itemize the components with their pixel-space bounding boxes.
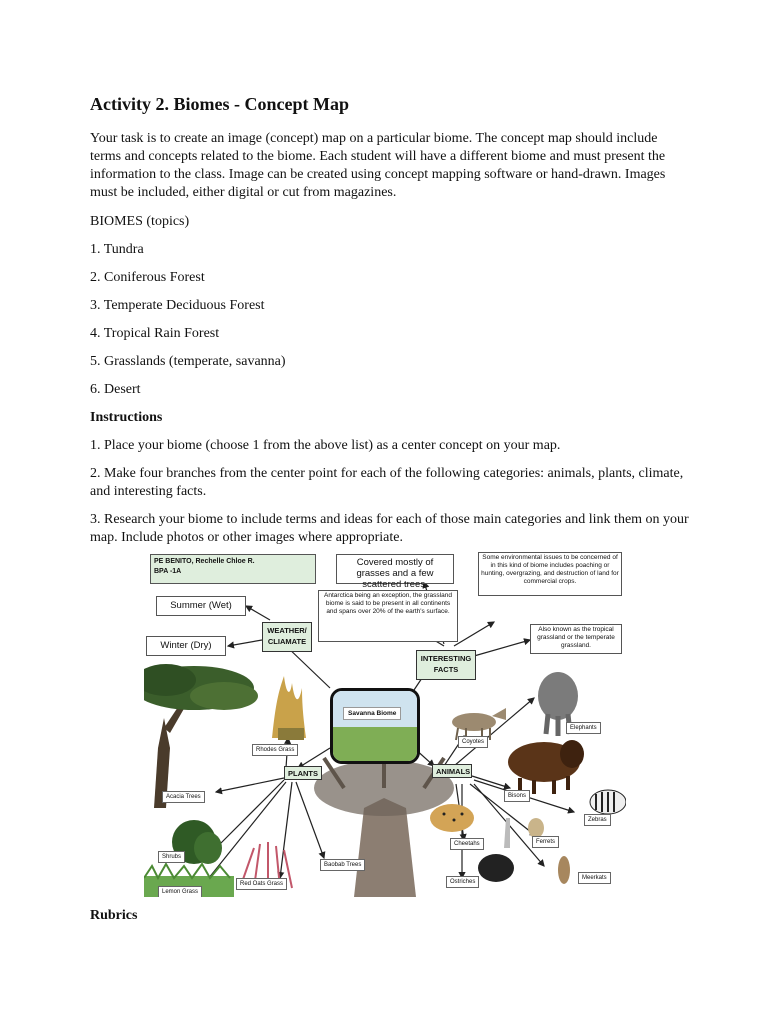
rubrics-heading: Rubrics bbox=[90, 908, 138, 923]
weather-climate-node: WEATHER/ CLIAMATE bbox=[262, 622, 312, 652]
interesting-facts-node: INTERESTING FACTS bbox=[416, 650, 476, 680]
label-baobab-trees: Baobab Trees bbox=[320, 859, 365, 871]
label-red-oats-grass: Red Oats Grass bbox=[236, 878, 287, 890]
list-item: 5. Grasslands (temperate, savanna) bbox=[90, 354, 286, 369]
label-ostriches: Ostriches bbox=[446, 876, 479, 888]
instruction-item: 2. Make four branches from the center point for each of the following categories: animals, plants, climate, and interesting facts. bbox=[90, 466, 684, 499]
fact-known: Also known as the tropical grassland or the temperate grassland. bbox=[530, 624, 622, 654]
label-bisons: Bisons bbox=[504, 790, 530, 802]
label-lemon-grass: Lemon Grass bbox=[158, 886, 202, 897]
label-cheetahs: Cheetahs bbox=[450, 838, 484, 850]
fact-antarctica: Antarctica being an exception, the grassland biome is said to be present in all continents and spans over 20% of the earth's surface. bbox=[318, 590, 458, 642]
plants-node: PLANTS bbox=[284, 766, 322, 780]
label-ferrets: Ferrets bbox=[532, 836, 559, 848]
label-rhodes-grass: Rhodes Grass bbox=[252, 744, 298, 756]
cheetah-icon bbox=[430, 804, 474, 832]
instruction-item: 3. Research your biome to include terms and ideas for each of those main categories and link them on your map. Include photos or other images where appropriate. bbox=[90, 512, 689, 545]
list-item: 6. Desert bbox=[90, 382, 141, 397]
zebra-icon bbox=[590, 790, 626, 814]
list-item: 1. Tundra bbox=[90, 242, 144, 257]
label-zebras: Zebras bbox=[584, 814, 611, 826]
climate-wet: Summer (Wet) bbox=[156, 596, 246, 616]
list-item: 2. Coniferous Forest bbox=[90, 270, 205, 285]
ostrich-icon bbox=[478, 818, 514, 882]
biome-list bbox=[90, 241, 690, 399]
climate-dry: Winter (Dry) bbox=[146, 636, 226, 656]
center-concept-label: Savanna Biome bbox=[343, 707, 401, 720]
list-item: 3. Temperate Deciduous Forest bbox=[90, 298, 265, 313]
meerkat-icon bbox=[558, 856, 570, 884]
document-body bbox=[90, 92, 690, 557]
page-title: Activity 2. Biomes - Concept Map bbox=[90, 94, 349, 114]
bison-icon bbox=[508, 740, 584, 794]
intro-paragraph: Your task is to create an image (concept) map on a particular biome. The concept map should include terms and concepts related to the biome. Each student will have a different biome and must present the information to the class. Image can be created using concept mapping software or hand-drawn. Images must be included, either digital or cut from magazines. bbox=[90, 131, 666, 200]
author-name: PE BENITO, Rechelle Chloe R. bbox=[154, 558, 255, 565]
center-concept bbox=[330, 688, 420, 764]
instruction-item: 1. Place your biome (choose 1 from the above list) as a center concept on your map. bbox=[90, 438, 561, 453]
label-shrubs: Shrubs bbox=[158, 851, 185, 863]
list-item: 4. Tropical Rain Forest bbox=[90, 326, 220, 341]
concept-map-image bbox=[144, 548, 626, 897]
label-acacia-trees: Acacia Trees bbox=[162, 791, 205, 803]
animals-node: ANIMALS bbox=[432, 764, 472, 778]
rhodes-grass-icon bbox=[272, 676, 306, 740]
biomes-heading: BIOMES (topics) bbox=[90, 214, 190, 229]
ferret-icon bbox=[528, 818, 544, 838]
label-coyotes: Coyotes bbox=[458, 736, 488, 748]
fact-environment: Some environmental issues to be concerned of in this kind of biome includes poaching or hunting, overgrazing, and destruction of land for commercial crops. bbox=[478, 552, 622, 596]
label-elephants: Elephants bbox=[566, 722, 601, 734]
author-section: BPA -1A bbox=[154, 568, 182, 575]
fact-grasses: Covered mostly of grasses and a few scattered trees. bbox=[336, 554, 454, 584]
savanna-scene-icon bbox=[333, 691, 417, 761]
label-meerkats: Meerkats bbox=[578, 872, 611, 884]
instructions-heading: Instructions bbox=[90, 410, 163, 425]
author-box bbox=[150, 554, 316, 584]
